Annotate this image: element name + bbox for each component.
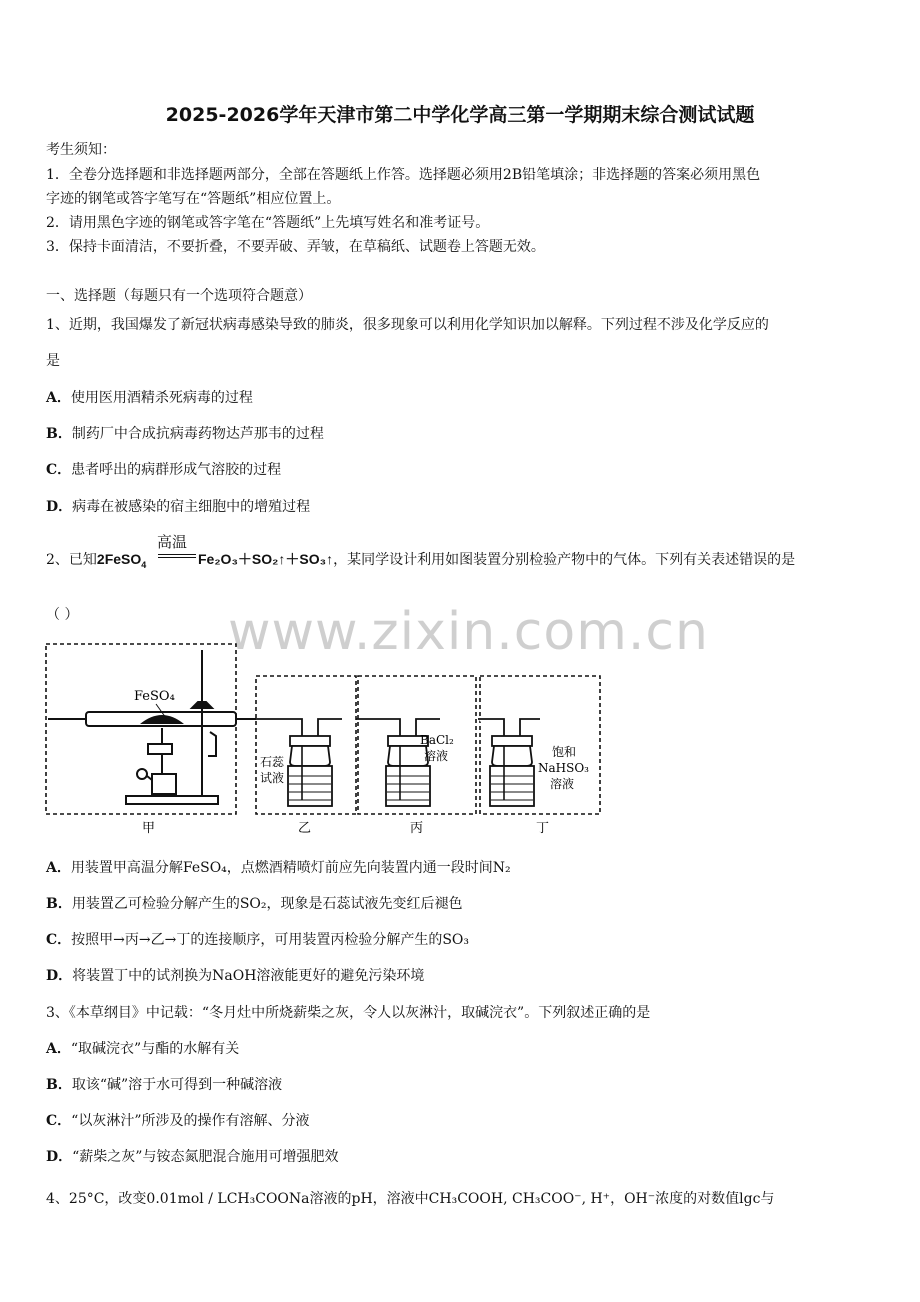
q2-products: Fe₂O₃＋SO₂↑＋SO₃↑，某同学设计利用如图装置分别检验产物中的气体。下列有关表述错误的是 <box>198 551 796 568</box>
notice-item: 1．全卷分选择题和非选择题两部分，全部在答题纸上作答。选择题必须用2B铅笔填涂；非选择题的答案必须用黑色 <box>46 167 761 183</box>
reaction-condition: 高温 <box>157 533 188 551</box>
label-nahso3: 饱和 <box>552 745 577 759</box>
notice-item: 2．请用黑色字迹的钢笔或答字笔在“答题纸”上先填写姓名和准考证号。 <box>46 215 490 231</box>
page-title: 2025-2026学年天津市第二中学化学高三第一学期期末综合测试试题 <box>165 104 755 126</box>
q3-option-a: A．“取碱浣衣”与酯的水解有关 <box>46 1041 240 1057</box>
label-bacl2-2: 溶液 <box>424 749 449 763</box>
section-heading: 一、选择题（每题只有一个选项符合题意） <box>46 288 312 304</box>
q1-option-c: C．患者呼出的病群形成气溶胶的过程 <box>46 462 282 478</box>
label-nahso3-2: NaHSO₃ <box>538 761 589 775</box>
label-feso4: FeSO₄ <box>134 689 175 704</box>
label-shiru: 石蕊 <box>260 755 285 769</box>
q2-answer-paren: （ ） <box>46 607 79 623</box>
q2-option-d: D．将装置丁中的试剂换为NaOH溶液能更好的避免污染环境 <box>46 968 425 984</box>
q2-option-b: B．用装置乙可检验分解产生的SO₂，现象是石蕊试液先变红后褪色 <box>46 896 463 912</box>
notice-item: 字迹的钢笔或答字笔写在“答题纸”相应位置上。 <box>46 191 341 207</box>
q1-stem: 1、近期，我国爆发了新冠状病毒感染导致的肺炎，很多现象可以利用化学知识加以解释。下列过程不涉及化学反应的 <box>46 317 769 333</box>
caption-bing: 丙 <box>410 821 424 836</box>
q2-option-c: C．按照甲→丙→乙→丁的连接顺序，可用装置丙检验分解产生的SO₃ <box>46 932 470 948</box>
q1-option-d: D．病毒在被感染的宿主细胞中的增殖过程 <box>46 499 311 515</box>
label-bacl2: BaCl₂ <box>420 733 454 747</box>
q4-stem: 4、25°C，改变0.01mol / LCH₃COONa溶液的pH，溶液中CH₃COOH, CH₃COO⁻, H⁺，OH⁻浓度的对数值lgc与 <box>46 1191 775 1207</box>
q3-stem: 3、《本草纲目》中记载：“冬月灶中所烧薪柴之灰，令人以灰淋汁，取碱浣衣”。下列叙述正确的是 <box>46 1005 651 1021</box>
q2-stem: 2、已知2FeSO$_4$ <box>46 551 147 570</box>
q3-option-b: B．取该“碱”溶于水可得到一种碱溶液 <box>46 1077 283 1093</box>
caption-ding: 丁 <box>536 821 550 836</box>
reaction-equals-sign <box>158 554 196 558</box>
notice-item: 3．保持卡面清洁，不要折叠，不要弄破、弄皱，在草稿纸、试题卷上答题无效。 <box>46 239 545 255</box>
label-nahso3-3: 溶液 <box>550 777 575 791</box>
q1-option-a: A．使用医用酒精杀死病毒的过程 <box>46 390 253 406</box>
apparatus-figure <box>40 636 615 838</box>
caption-yi: 乙 <box>298 821 312 836</box>
caption-jia: 甲 <box>142 821 156 836</box>
q2-option-a: A．用装置甲高温分解FeSO₄，点燃酒精喷灯前应先向装置内通一段时间N₂ <box>46 860 511 876</box>
watermark: www.zixin.com.cn <box>228 602 709 662</box>
notice-heading: 考生须知： <box>46 142 116 158</box>
q3-option-c: C．“以灰淋汁”所涉及的操作有溶解、分液 <box>46 1113 310 1129</box>
device-jia-frame <box>46 644 236 814</box>
q3-option-d: D．“薪柴之灰”与铵态氮肥混合施用可增强肥效 <box>46 1149 339 1165</box>
q1-option-b: B．制药厂中合成抗病毒药物达芦那韦的过程 <box>46 426 324 442</box>
label-shiru-2: 试液 <box>260 771 285 785</box>
q1-stem-cont: 是 <box>46 353 60 369</box>
